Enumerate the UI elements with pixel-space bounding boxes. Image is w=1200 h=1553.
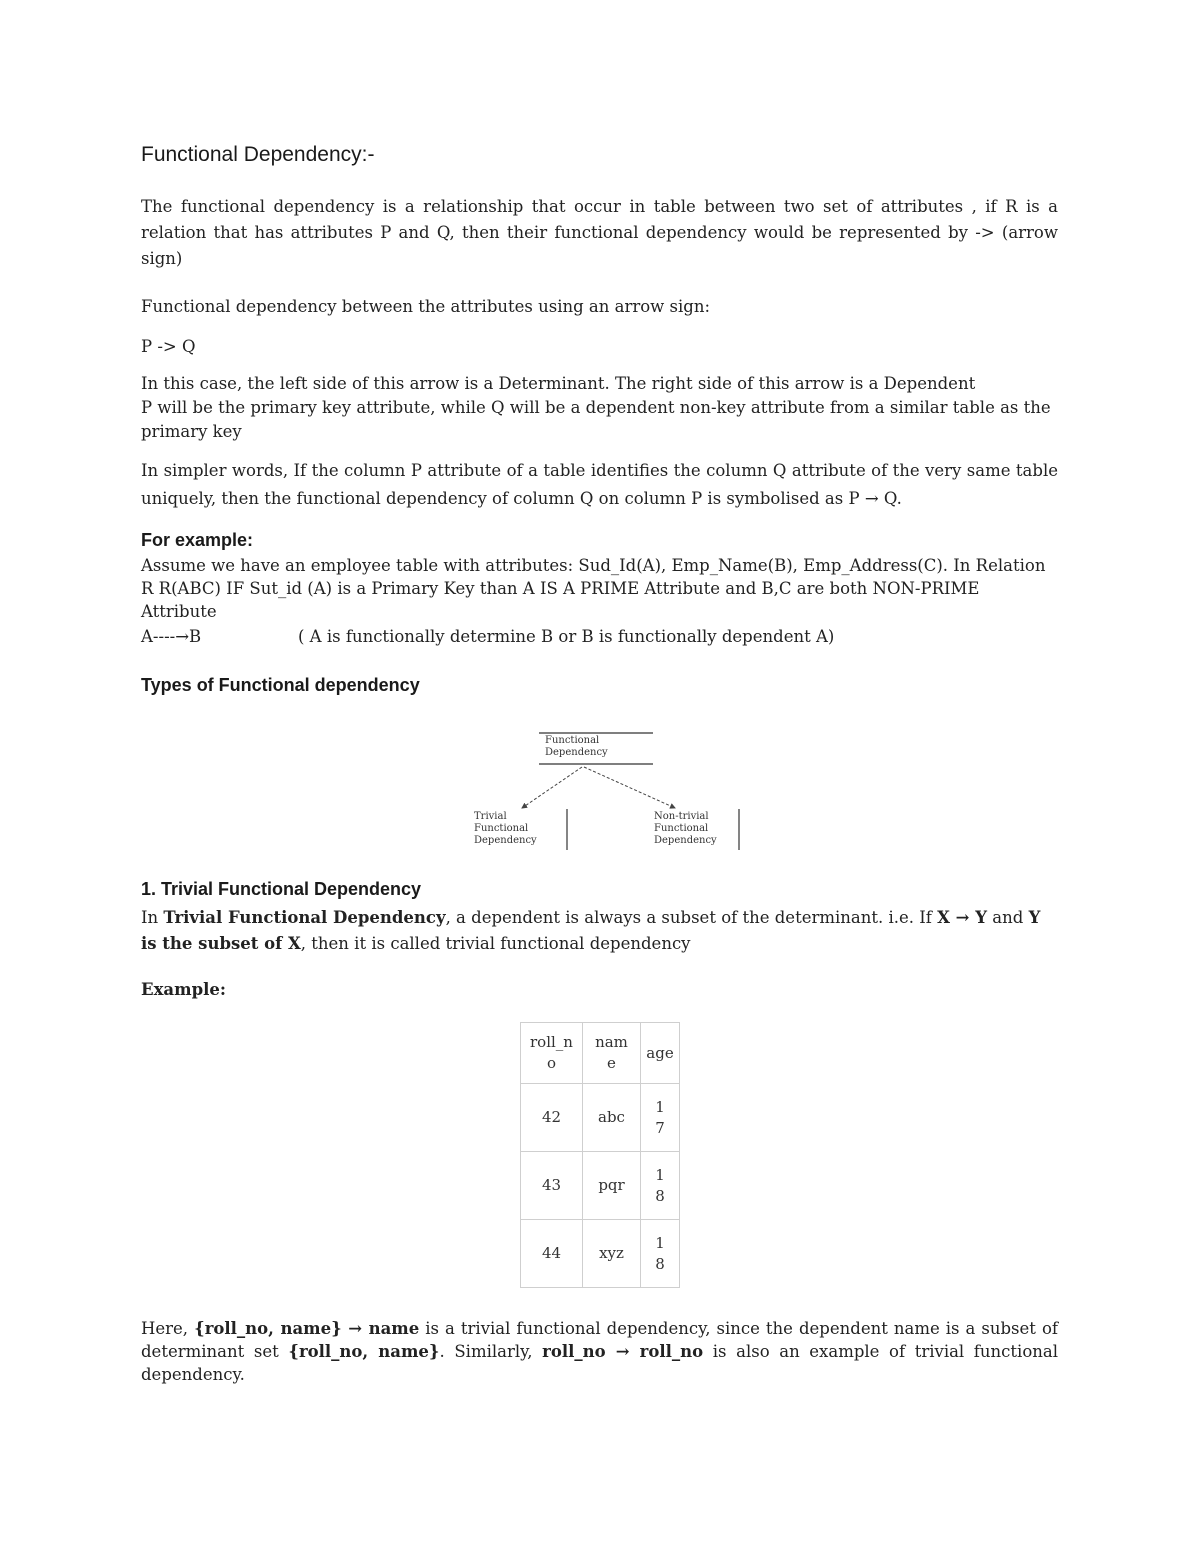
arrow-sign-line: Functional dependency between the attributes using an arrow sign:	[141, 297, 711, 316]
table-cell: abc	[583, 1084, 641, 1152]
section1-heading: 1. Trivial Functional Dependency	[141, 879, 422, 899]
p-to-q-expression: P -> Q	[141, 337, 196, 356]
trivial-example-table	[520, 1022, 680, 1288]
diagram-root-label: Functional Dependency	[545, 735, 608, 758]
primary-key-line: P will be the primary key attribute, while Q will be a dependent non-key attribute from a similar table as the primary key	[141, 398, 1051, 441]
simpler-words-paragraph: In simpler words, If the column P attribute of a table identifies the column Q attribute of the very same table uniquely, then the functional dependency of column Q on column P is symbolised as P → Q.	[141, 461, 1058, 508]
table-row	[521, 1152, 680, 1220]
table-header-cell: name	[583, 1023, 641, 1084]
example-paragraph: Assume we have an employee table with attributes: Sud_Id(A), Emp_Name(B), Emp_Address(C). In Relation R R(ABC) IF Sut_id (A) is a Primary Key than A IS A PRIME Attribute and B,C are both NON-PRIME Attribute	[141, 556, 1046, 621]
table-header-cell: roll_no	[521, 1023, 583, 1084]
page-title: Functional Dependency:-	[141, 143, 375, 166]
table-header-cell: age	[641, 1023, 680, 1084]
table-row	[521, 1220, 680, 1288]
arrow-to-nontrivial	[584, 767, 675, 808]
diagram-trivial-label: Trivial Functional Dependency	[474, 811, 537, 846]
intro-paragraph: The functional dependency is a relationship that occur in table between two set of attributes , if R is a relation that has attributes P and Q, then their functional dependency would be represented by -> (arrow sign)	[141, 197, 1058, 268]
table-cell: xyz	[583, 1220, 641, 1288]
fd-types-diagram	[470, 728, 750, 854]
example-heading: For example:	[141, 530, 254, 550]
table-cell: pqr	[583, 1152, 641, 1220]
diagram-nontrivial-label: Non-trivial Functional Dependency	[654, 811, 717, 846]
table-cell: 18	[641, 1152, 680, 1220]
types-heading: Types of Functional dependency	[141, 675, 420, 695]
closing-paragraph: Here, {roll_no, name} → name is a trivial functional dependency, since the dependent name is a subset of determinant set {roll_no, name}. Similarly, roll_no → roll_no is also an example of trivial functional dependency.	[141, 1319, 1058, 1384]
example-label: Example:	[141, 980, 226, 999]
arrow-to-trivial	[522, 767, 582, 808]
a-to-b-note: ( A is functionally determine B or B is functionally dependent A)	[298, 627, 835, 646]
table-row	[521, 1084, 680, 1152]
section1-paragraph: In Trivial Functional Dependency, a dependent is always a subset of the determinant. i.e. If X → Y and Y is the subset of X, then it is called trivial functional dependency	[141, 908, 1041, 953]
a-to-b-line	[141, 624, 1058, 650]
table-cell: 42	[521, 1084, 583, 1152]
a-to-b-expression: A----→B	[141, 627, 202, 646]
table-cell: 17	[641, 1084, 680, 1152]
table-cell: 18	[641, 1220, 680, 1288]
table-header-row	[521, 1023, 680, 1084]
table-cell: 44	[521, 1220, 583, 1288]
table-cell: 43	[521, 1152, 583, 1220]
determinant-line: In this case, the left side of this arrow is a Determinant. The right side of this arrow is a Dependent	[141, 374, 976, 393]
